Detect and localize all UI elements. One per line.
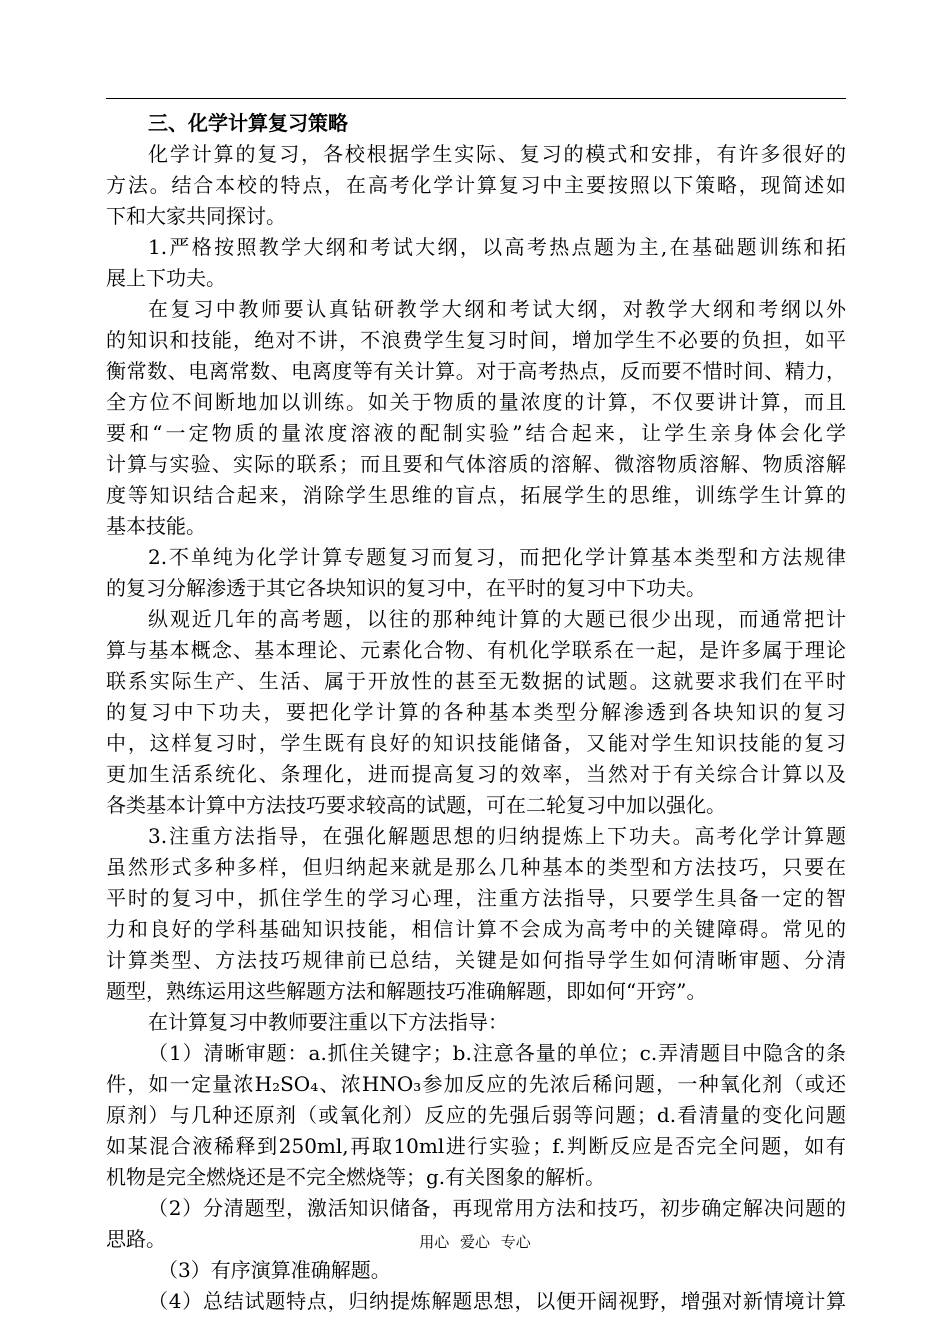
text-line: 平时的复习中，抓住学生的学习心理，注重方法指导，只要学生具备一定的智 (106, 886, 846, 910)
text-line: 的知识和技能，绝对不讲，不浪费学生复习时间，增加学生不必要的负担，如平 (106, 328, 846, 352)
text-line: 下和大家共同探讨。 (106, 204, 286, 228)
text-line: 纵观近几年的高考题，以往的那种纯计算的大题已很少出现，而通常把计 (148, 607, 846, 631)
text-line: （3）有序演算准确解题。 (158, 1258, 391, 1282)
text-line: 的复习分解渗透于其它各块知识的复习中，在平时的复习中下功夫。 (106, 576, 706, 600)
section-title: 三、化学计算复习策略 (148, 111, 348, 135)
text-line: 中，这样复习时，学生既有良好的知识技能储备，又能对学生知识技能的复习 (106, 731, 846, 755)
text-line: 原剂）与几种还原剂（或氧化剂）反应的先强后弱等问题；d.看清量的变化问题 (106, 1103, 846, 1127)
body-text (106, 108, 846, 1317)
text-line: 更加生活系统化、条理化，进而提高复习的效率，当然对于有关综合计算以及 (106, 762, 846, 786)
text-line: 如某混合液稀释到250ml,再取10ml进行实验；f.判断反应是否完全问题，如有 (106, 1134, 846, 1158)
text-line: 计算与实验、实际的联系；而且要和气体溶质的溶解、微溶物质溶解、物质溶解 (106, 452, 846, 476)
text-line: 在复习中教师要认真钻研教学大纲和考试大纲，对教学大纲和考纲以外 (148, 297, 846, 321)
text-line: （2）分清题型，激活知识储备，再现常用方法和技巧，初步确定解决问题的 (148, 1196, 846, 1220)
text-line: 2.不单纯为化学计算专题复习而复习，而把化学计算基本类型和方法规律 (148, 545, 846, 569)
text-line: 各类基本计算中方法技巧要求较高的试题，可在二轮复习中加以强化。 (106, 793, 726, 817)
text-line: 要和“一定物质的量浓度溶液的配制实验”结合起来，让学生亲身体会化学 (106, 421, 846, 445)
text-line: 衡常数、电离常数、电离度等有关计算。对于高考热点，反而要不惜时间、精力， (106, 359, 846, 383)
text-line: 思路。 (106, 1227, 166, 1251)
text-line: （1）清晰审题：a.抓住关键字；b.注意各量的单位；c.弄清题目中隐含的条 (148, 1041, 846, 1065)
text-line: 联系实际生产、生活、属于开放性的甚至无数据的试题。这就要求我们在平时 (106, 669, 846, 693)
text-line: 题型，熟练运用这些解题方法和解题技巧准确解题，即如何“开窍”。 (106, 979, 707, 1003)
text-line: 件，如一定量浓H₂SO₄、浓HNO₃参加反应的先浓后稀问题，一种氧化剂（或还 (106, 1072, 846, 1096)
text-line: 虽然形式多种多样，但归纳起来就是那么几种基本的类型和方法技巧，只要在 (106, 855, 846, 879)
header-rule (106, 98, 846, 99)
page-footer: 用心 爱心 专心 (419, 1233, 531, 1251)
text-line: 的复习中下功夫，要把化学计算的各种基本类型分解渗透到各块知识的复习 (106, 700, 846, 724)
text-line: 在计算复习中教师要注重以下方法指导： (148, 1010, 508, 1034)
text-line: 全方位不间断地加以训练。如关于物质的量浓度的计算，不仅要讲计算，而且 (106, 390, 846, 414)
text-line: 度等知识结合起来，消除学生思维的盲点，拓展学生的思维，训练学生计算的 (106, 483, 846, 507)
text-line: 展上下功夫。 (106, 266, 226, 290)
text-line: 方法。结合本校的特点，在高考化学计算复习中主要按照以下策略，现简述如 (106, 173, 846, 197)
text-line: 化学计算的复习，各校根据学生实际、复习的模式和安排，有许多很好的 (148, 142, 846, 166)
text-line: 1.严格按照教学大纲和考试大纲，以高考热点题为主,在基础题训练和拓 (148, 235, 846, 259)
text-line: （4）总结试题特点，归纳提炼解题思想，以便开阔视野，增强对新情境计算 (148, 1289, 846, 1313)
text-line: 基本技能。 (106, 514, 206, 538)
text-line: 机物是完全燃烧还是不完全燃烧等；g.有关图象的解析。 (106, 1165, 606, 1189)
text-line: 计算类型、方法技巧规律前已总结，关键是如何指导学生如何清晰审题、分清 (106, 948, 846, 972)
text-line: 力和良好的学科基础知识技能，相信计算不会成为高考中的关键障碍。常见的 (106, 917, 846, 941)
text-line: 算与基本概念、基本理论、元素化合物、有机化学联系在一起，是许多属于理论 (106, 638, 846, 662)
text-line: 3.注重方法指导，在强化解题思想的归纳提炼上下功夫。高考化学计算题 (148, 824, 846, 848)
